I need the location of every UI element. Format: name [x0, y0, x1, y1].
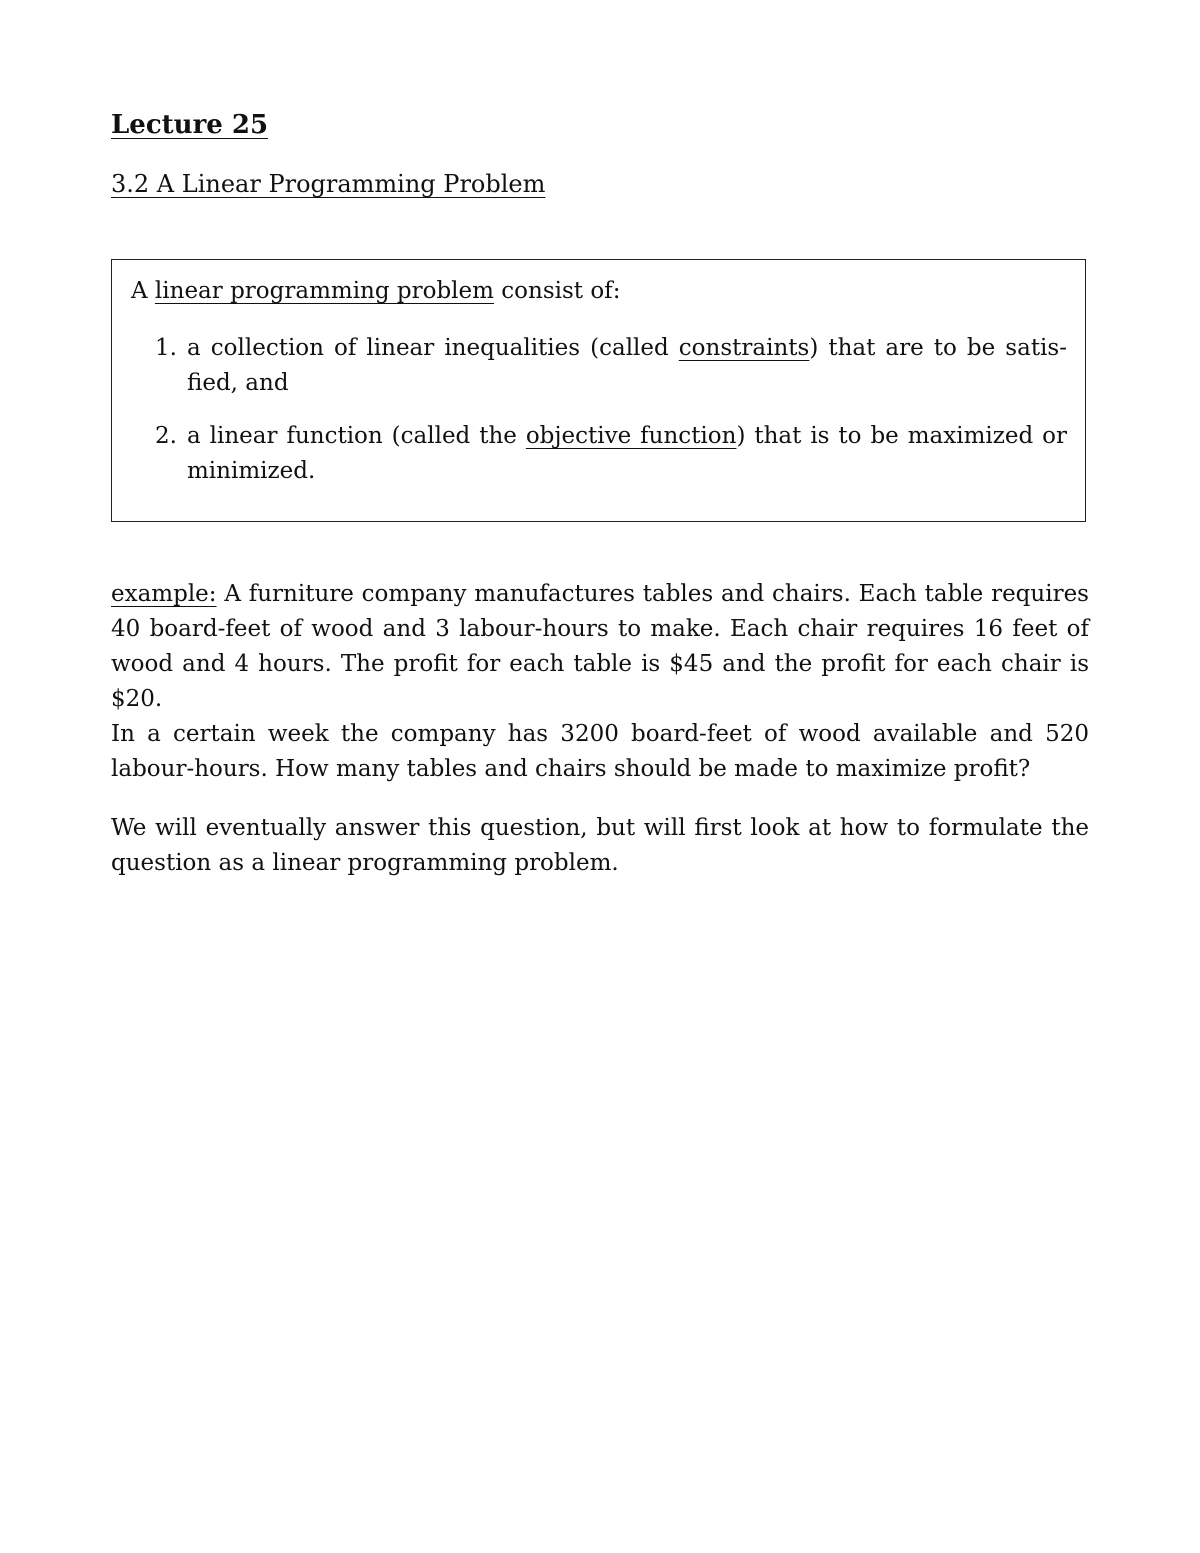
example-label: example:	[111, 581, 217, 607]
section-title	[111, 167, 1089, 201]
example-paragraph-1	[111, 577, 1089, 717]
definition-item-number: 2.	[155, 423, 177, 449]
section-title-text: 3.2 A Linear Programming Problem	[111, 170, 546, 198]
definition-intro-suffix: consist of:	[493, 278, 621, 304]
definition-item-constraints	[131, 331, 1067, 401]
definition-item-term: constraints	[678, 335, 810, 361]
closing-paragraph: We will eventually answer this question, but will first look at how to formulate the question as a linear programming problem.	[111, 815, 1089, 876]
example-paragraph-2: In a certain week the company has 3200 board-feet of wood available and 520 labour-hours. How many tables and chairs should be made to maximize profit?	[111, 721, 1089, 782]
definition-intro	[131, 274, 1067, 309]
definition-intro-prefix: A	[131, 278, 155, 304]
definition-item-text	[187, 419, 1067, 489]
example-text-1: A furniture company manufactures tables and chairs. Each table requires 40 board-feet of wood and 3 labour-hours to make. Each chair requires 16 feet of wood and 4 hours. The profit for each table is $45 and the profit for each chair is $20.	[111, 581, 1089, 712]
definition-item-text	[187, 331, 1067, 401]
example-block	[111, 577, 1089, 787]
definition-item-after: ) that is to be maximized or minimized.	[187, 423, 1067, 484]
definition-item-after: ) that are to be satisfied, and	[187, 335, 1068, 396]
definition-box	[111, 259, 1086, 522]
definition-term: linear programming problem	[154, 278, 494, 304]
definition-item-before: a collection of linear inequalities (called	[187, 335, 679, 361]
definition-item-term: objective function	[525, 423, 737, 449]
lecture-title-text: Lecture 25	[111, 110, 269, 140]
definition-item-objective	[131, 419, 1067, 489]
definition-list	[131, 331, 1067, 489]
lecture-title	[111, 108, 1089, 142]
definition-item-number: 1.	[155, 335, 177, 361]
definition-item-before: a linear function (called the	[187, 423, 526, 449]
document-page	[111, 108, 1089, 881]
